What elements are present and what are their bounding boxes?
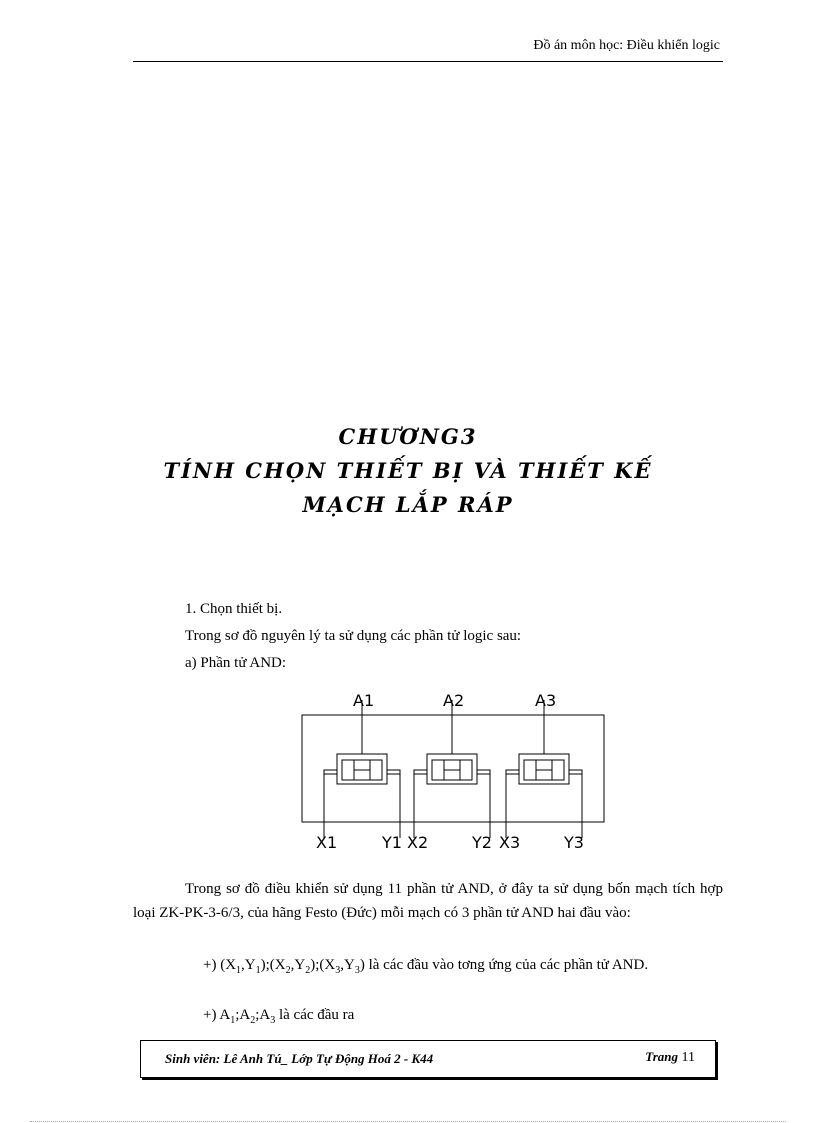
label-x2: X2 <box>407 833 429 852</box>
and-gate-diagram <box>300 688 610 853</box>
subheading-and: a) Phần tử AND: <box>185 655 287 671</box>
label-y2: Y2 <box>472 833 492 852</box>
bullet-outputs-text: là các đầu ra <box>275 1007 355 1023</box>
footer-page-label: Trang <box>645 1049 679 1064</box>
intro-text: Trong sơ đồ nguyên lý ta sử dụng các phần tử logic sau: <box>185 628 522 644</box>
chapter-title-line2: MẠCH LẮP RÁP <box>302 492 514 517</box>
and-description: Trong sơ đồ điều khiển sử dụng 11 phần tử AND, ở đây ta sử dụng bốn mạch tích hợp loại ZK-PK-3-6/3, của hãng Festo (Đức) mỗi mạch có 3 phần tử AND hai đầu vào: <box>133 881 723 921</box>
footer-student: Sinh viên: Lê Anh Tú_ Lớp Tự Động Hoá 2 - K44 <box>165 1051 434 1066</box>
label-x3: X3 <box>499 833 521 852</box>
label-y3: Y3 <box>564 833 584 852</box>
chapter-title-line1: TÍNH CHỌN THIẾT BỊ VÀ THIẾT KẾ <box>163 458 653 483</box>
bullet-outputs: +) $A_1;A_2;A_3$ là các đầu ra <box>203 1007 355 1026</box>
bottom-rule <box>30 1121 786 1122</box>
label-x1: X1 <box>316 833 338 852</box>
footer-page <box>645 1049 695 1066</box>
section-heading: 1. Chọn thiết bị. <box>185 601 283 617</box>
page-footer <box>140 1040 716 1078</box>
header-rule <box>133 61 723 62</box>
footer-page-number: 11 <box>681 1050 695 1065</box>
label-a3: A3 <box>535 691 557 710</box>
label-a1: A1 <box>353 691 375 710</box>
and-gate-2 <box>414 700 490 838</box>
and-gate-1 <box>324 700 400 838</box>
label-y1: Y1 <box>382 833 402 852</box>
bullet-inputs-prefix: +) (X <box>203 957 237 973</box>
and-gate-3 <box>506 700 582 838</box>
bullet-inputs-text: là các đầu vào tơng ứng của các phần tử AND. <box>364 957 649 973</box>
bullet-inputs: +) $(X_1,Y_1);(X_2,Y_2);(X_3,Y_3)$ là các đầu vào tơng ứng của các phần tử AND. <box>203 957 649 976</box>
bullet-outputs-prefix: +) A <box>203 1007 231 1023</box>
ic-outline <box>302 715 604 822</box>
header-title: Đồ án môn học: Điều khiển logic <box>533 38 720 53</box>
label-a2: A2 <box>443 691 465 710</box>
chapter-number: CHƯƠNG3 <box>338 424 478 449</box>
